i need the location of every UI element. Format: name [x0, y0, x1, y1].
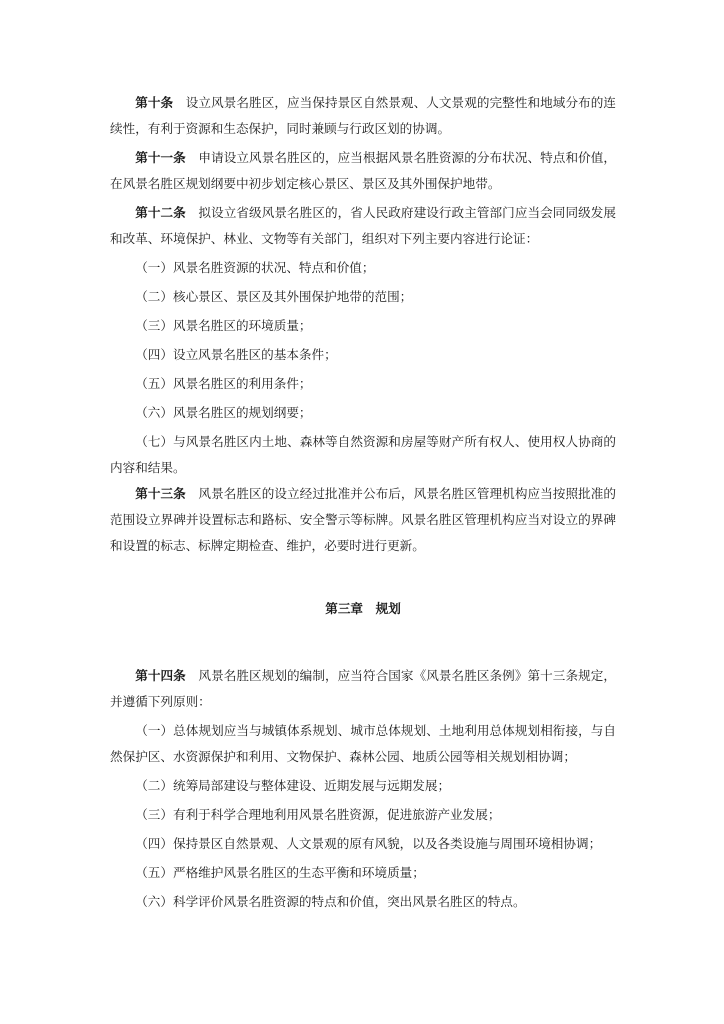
article-12-number: 第十二条 — [135, 205, 186, 220]
article-12 — [110, 200, 616, 252]
article-13 — [110, 481, 616, 559]
article-14-item: （三）有利于科学合理地利用风景名胜资源，促进旅游产业发展； — [135, 807, 501, 822]
article-14-item: （二）统筹局部建设与整体建设、近期发展与远期发展； — [135, 778, 451, 793]
article-11-text: 申请设立风景名胜区的，应当根据风景名胜资源的分布状况、特点和价值，在风景名胜区规划纲要中初步划定核心景区、景区及其外围保护地带。 — [110, 150, 616, 191]
article-14-item: （四）保持景区自然景观、人文景观的原有风貌，以及各类设施与周围环境相协调； — [135, 836, 602, 851]
article-14-item: （六）科学评价风景名胜资源的特点和价值，突出风景名胜区的特点。 — [135, 894, 526, 909]
chapter-heading — [110, 596, 616, 622]
article-13-text: 风景名胜区的设立经过批准并公布后，风景名胜区管理机构应当按照批准的范围设立界碑并设置标志和路标、安全警示等标牌。风景名胜区管理机构应当对设立的界碑和设置的标志、标牌定期检查、维护，必要时进行更新。 — [110, 486, 616, 553]
article-11 — [110, 145, 616, 197]
article-14 — [110, 663, 616, 715]
article-12-item: （三）风景名胜区的环境质量； — [135, 318, 312, 333]
article-10 — [110, 90, 616, 142]
article-12-item: （一）风景名胜资源的状况、特点和价值； — [135, 260, 375, 275]
document-page — [110, 90, 616, 915]
chapter-title: 规划 — [375, 601, 401, 616]
article-14-item: （一）总体规划应当与城镇体系规划、城市总体规划、土地利用总体规划相衔接，与自然保护区、水资源保护和利用、文物保护、森林公园、地质公园等相关规划相协调； — [110, 723, 616, 764]
article-12-item: （五）风景名胜区的利用条件； — [135, 376, 312, 391]
article-14-number: 第十四条 — [135, 668, 186, 683]
article-14-text: 风景名胜区规划的编制，应当符合国家《风景名胜区条例》第十三条规定，并遵循下列原则： — [110, 668, 616, 709]
article-11-number: 第十一条 — [135, 150, 186, 165]
article-10-text: 设立风景名胜区，应当保持景区自然景观、人文景观的完整性和地域分布的连续性，有利于资源和生态保护，同时兼顾与行政区划的协调。 — [110, 95, 616, 136]
chapter-number: 第三章 — [325, 601, 363, 616]
article-10-number: 第十条 — [135, 95, 174, 110]
article-12-item: （四）设立风景名胜区的基本条件； — [135, 347, 337, 362]
article-12-item: （二）核心景区、景区及其外围保护地带的范围； — [135, 289, 413, 304]
article-12-text: 拟设立省级风景名胜区的，省人民政府建设行政主管部门应当会同同级发展和改革、环境保护、林业、文物等有关部门，组织对下列主要内容进行论证： — [110, 205, 616, 246]
article-14-item: （五）严格维护风景名胜区的生态平衡和环境质量； — [135, 865, 425, 880]
article-12-item: （七）与风景名胜区内土地、森林等自然资源和房屋等财产所有权人、使用权人协商的内容和结果。 — [110, 434, 616, 475]
article-13-number: 第十三条 — [135, 486, 186, 501]
article-12-item: （六）风景名胜区的规划纲要； — [135, 405, 312, 420]
